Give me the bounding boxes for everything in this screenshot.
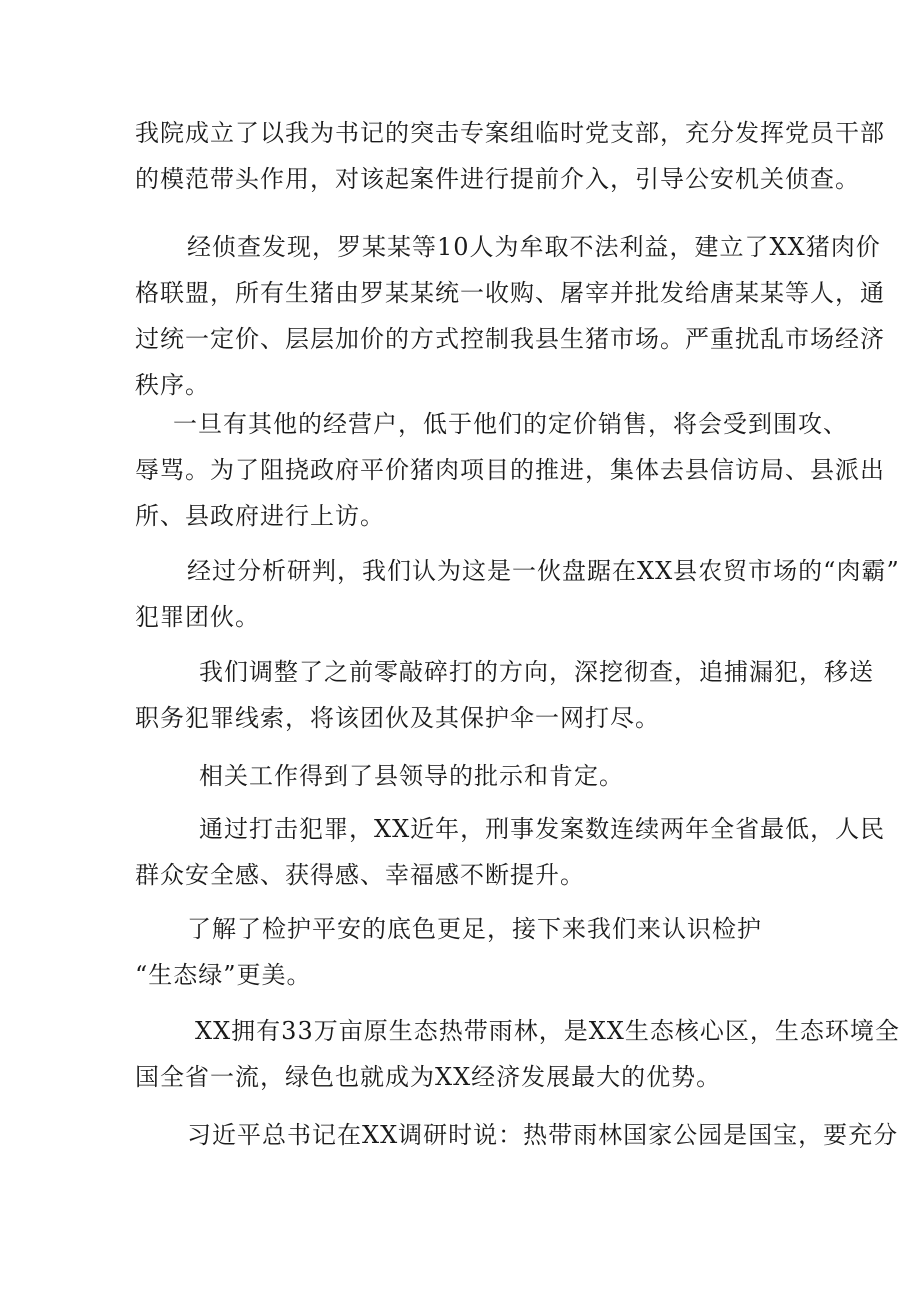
paragraph-1-line-2: 的模范带头作用，对该起案件进行提前介入，引导公安机关侦查。 [135,165,860,193]
paragraph-5-line-1: 我们调整了之前零敲碎打的方向，深挖彻查，追捕漏犯，移送 [199,658,874,686]
paragraph-6-line-1: 相关工作得到了县领导的批示和肯定。 [199,762,624,790]
paragraph-1-line-1: 我院成立了以我为书记的突击专案组临时党支部，充分发挥党员干部 [135,119,885,147]
paragraph-2-line-2: 格联盟，所有生猪由罗某某统一收购、屠宰并批发给唐某某等人，通 [135,279,885,307]
paragraph-3-line-2: 辱骂。为了阻挠政府平价猪肉项目的推进，集体去县信访局、县派出 [135,456,885,484]
paragraph-9-line-1: XX拥有33万亩原生态热带雨林，是XX生态核心区，生态环境全 [195,1017,900,1045]
paragraph-2-line-3: 过统一定价、层层加价的方式控制我县生猪市场。严重扰乱市场经济 [135,325,885,353]
paragraph-4-line-1: 经过分析研判，我们认为这是一伙盘踞在XX县农贸市场的“肉霸” [187,557,900,585]
paragraph-7-line-1: 通过打击犯罪，XX近年，刑事发案数连续两年全省最低，人民 [199,815,886,843]
paragraph-2-line-4: 秩序。 [135,371,210,399]
paragraph-3-line-3: 所、县政府进行上访。 [135,502,385,530]
paragraph-5-line-2: 职务犯罪线索，将该团伙及其保护伞一网打尽。 [135,704,660,732]
paragraph-8-line-2: “生态绿”更美。 [135,961,312,989]
paragraph-6 [135,753,795,799]
paragraph-7 [135,806,886,898]
paragraph-9 [135,1008,900,1100]
paragraph-8 [135,906,795,998]
paragraph-5 [135,649,874,741]
paragraph-4-line-2: 犯罪团伙。 [135,603,260,631]
paragraph-7-line-2: 群众安全感、获得感、幸福感不断提升。 [135,861,585,889]
paragraph-9-line-2: 国全省一流，绿色也就成为XX经济发展最大的优势。 [135,1063,722,1091]
paragraph-10-line-1: 习近平总书记在XX调研时说：热带雨林国家公园是国宝，要充分 [187,1121,899,1149]
paragraph-4 [135,548,900,640]
paragraph-10 [135,1112,899,1158]
paragraph-2 [135,224,885,408]
paragraph-3 [135,401,885,539]
paragraph-3-line-1: 一旦有其他的经营户，低于他们的定价销售，将会受到围攻、 [173,410,848,438]
paragraph-8-line-1: 了解了检护平安的底色更足，接下来我们来认识检护 [187,915,762,943]
paragraph-1 [135,110,885,202]
paragraph-2-line-1: 经侦查发现，罗某某等10人为牟取不法利益，建立了XX猪肉价 [187,233,881,261]
